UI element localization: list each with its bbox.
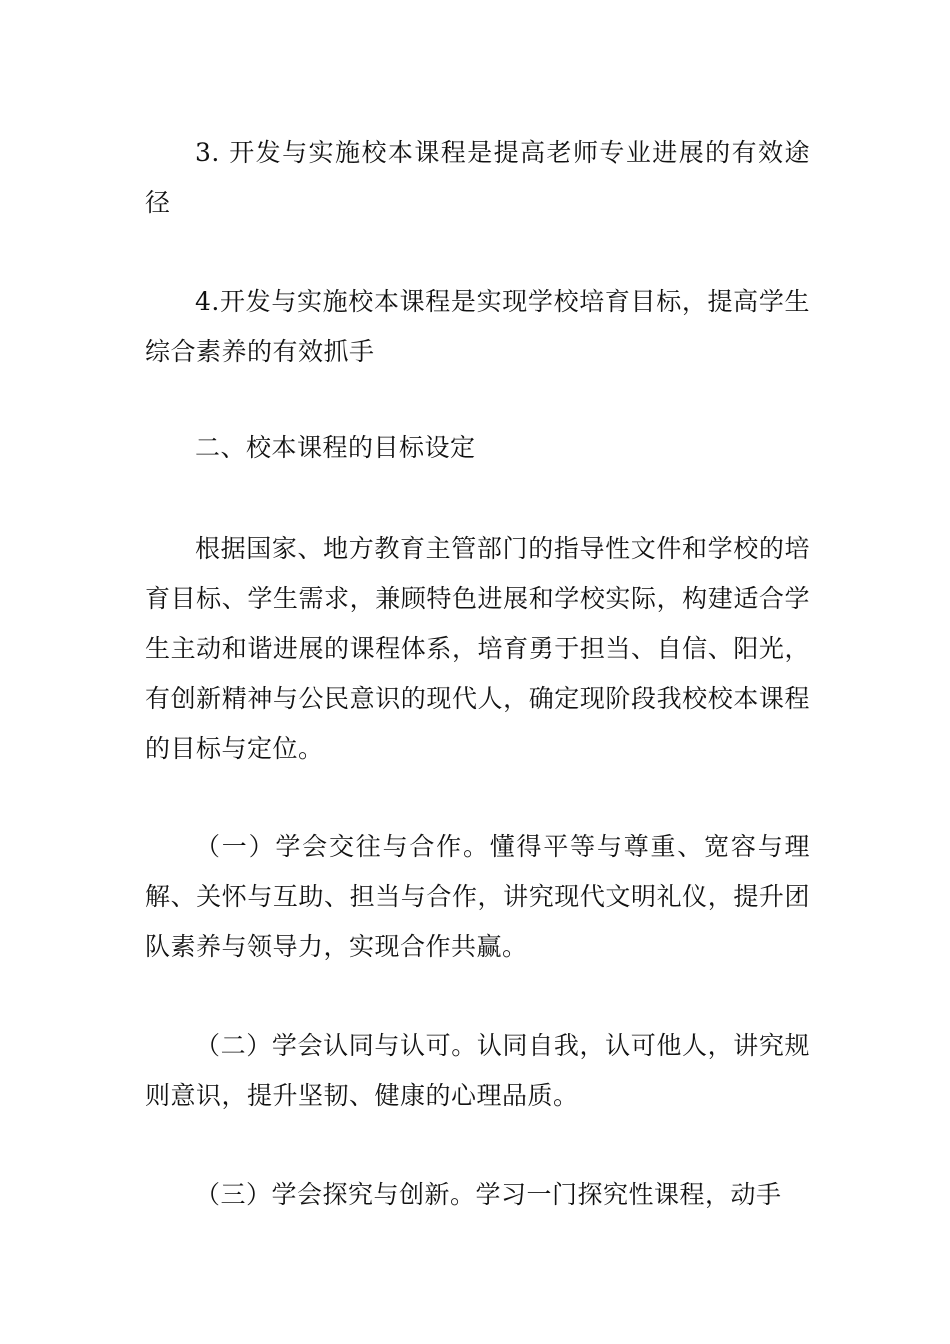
paragraph-point-4: 4.开发与实施校本课程是实现学校培育目标，提高学生综合素养的有效抓手 <box>145 287 810 366</box>
paragraph-goal-2: （二）学会认同与认可。认同自我，认可他人，讲究规则意识，提升坚韧、健康的心理品质。 <box>145 1031 810 1110</box>
paragraph-point-3: 3. 开发与实施校本课程是提高老师专业进展的有效途径 <box>145 138 810 217</box>
section-heading-goals: 二、校本课程的目标设定 <box>195 433 476 462</box>
paragraph-goal-1: （一）学会交往与合作。懂得平等与尊重、宽容与理解、关怀与互助、担当与合作，讲究现代文明礼仪，提升团队素养与领导力，实现合作共赢。 <box>145 832 810 961</box>
paragraph-goal-3: （三）学会探究与创新。学习一门探究性课程，动手 <box>195 1180 782 1209</box>
paragraph-goals-intro: 根据国家、地方教育主管部门的指导性文件和学校的培育目标、学生需求，兼顾特色进展和学校实际，构建适合学生主动和谐进展的课程体系，培育勇于担当、自信、阳光，有创新精神与公民意识的现代人，确定现阶段我校校本课程的目标与定位。 <box>145 534 810 763</box>
